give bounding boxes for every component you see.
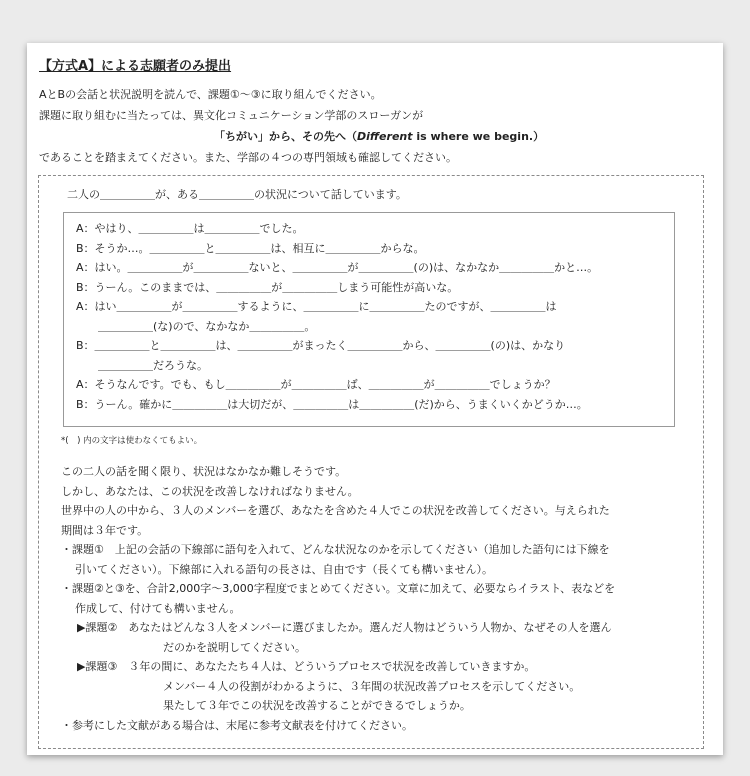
intro-line-4: であることを踏まえてください。また、学部の４つの専門領域も確認してください。 — [39, 151, 457, 164]
intro-line-1: AとBの会話と状況説明を読んで、課題①〜③に取り組んでください。 — [39, 88, 382, 101]
task-frame — [38, 175, 704, 749]
dialog-line: A：はい＿＿＿＿＿が＿＿＿＿＿するように、＿＿＿＿＿に＿＿＿＿＿たのですが、＿＿＿＿＿は — [76, 300, 557, 313]
task-2-3: ・課題②と③を、合計2,000字〜3,000字程度でまとめてください。文章に加えて、必要ならイラスト、表などを — [61, 582, 616, 595]
footnote: *( ) 内の文字は使わなくてもよい。 — [61, 436, 203, 446]
dialog-line: ＿＿＿＿＿(な)ので、なかなか＿＿＿＿＿。 — [98, 319, 316, 333]
body-line: 引いてください）。下線部に入れる語句の長さは、自由です（長くても構いません）。 — [75, 562, 493, 576]
references-note: ・参考にした文献がある場合は、末尾に参考文献表を付けてください。 — [61, 718, 413, 732]
lead-sentence: 二人の＿＿＿＿＿が、ある＿＿＿＿＿の状況について話しています。 — [67, 188, 407, 201]
slogan-en: Different — [357, 130, 413, 143]
body-line: 期間は３年です。 — [61, 523, 149, 537]
page-title: 【方式A】による志願者のみ提出 — [39, 59, 232, 74]
task-2: ▶課題② あなたはどんな３人をメンバーに選びましたか。選んだ人物はどういう人物か、なぜその人を選ん — [77, 621, 612, 634]
body-line: しかし、あなたは、この状況を改善しなければなりません。 — [61, 484, 359, 498]
body-line: 世界中の人の中から、３人のメンバーを選び、あなたを含めた４人でこの状況を改善してください。与えられた — [61, 504, 610, 517]
dialog-line: B：うーん。このままでは、＿＿＿＿＿が＿＿＿＿＿しまう可能性が高いな。 — [76, 280, 459, 294]
dialog-box — [63, 212, 675, 427]
body-line: メンバー４人の役割がわかるように、３年間の状況改善プロセスを示してください。 — [163, 679, 581, 693]
body-line: この二人の話を聞く限り、状況はなかなか難しそうです。 — [61, 465, 347, 478]
dialog-line: A：やはり、＿＿＿＿＿は＿＿＿＿＿でした。 — [76, 222, 304, 235]
dialog-line: A：はい。＿＿＿＿＿が＿＿＿＿＿ないと、＿＿＿＿＿が＿＿＿＿＿(の)は、なかなか＿＿＿＿＿かと…。 — [76, 261, 599, 274]
dialog-line: A：そうなんです。でも、もし＿＿＿＿＿が＿＿＿＿＿ば、＿＿＿＿＿が＿＿＿＿＿でしょうか？ — [76, 378, 556, 391]
slogan-post: is where we begin.） — [412, 130, 545, 143]
task-1: ・課題① 上記の会話の下線部に語句を入れて、どんな状況なのかを示してください（追加した語句には下線を — [61, 543, 610, 556]
dialog-line: B：うーん。確かに＿＿＿＿＿は大切だが、＿＿＿＿＿は＿＿＿＿＿(だ)から、うまくいくかどうか…。 — [76, 397, 588, 411]
body-line: 果たして３年でこの状況を改善することができるでしょうか。 — [163, 699, 471, 712]
dialog-line: ＿＿＿＿＿だろうな。 — [98, 358, 208, 372]
body-line: 作成して、付けても構いません。 — [75, 601, 241, 615]
body-line: だのかを説明してください。 — [163, 640, 306, 654]
task-3: ▶課題③ ３年の間に、あなたたち４人は、どういうプロセスで状況を改善していきますか。 — [77, 660, 536, 673]
intro — [39, 84, 719, 168]
document-page — [27, 43, 723, 755]
dialog-line: B：そうか…。＿＿＿＿＿と＿＿＿＿＿は、相互に＿＿＿＿＿からな。 — [76, 241, 425, 255]
dialog-line: B：＿＿＿＿＿と＿＿＿＿＿は、＿＿＿＿＿がまったく＿＿＿＿＿から、＿＿＿＿＿(の)は、かなり — [76, 339, 566, 352]
intro-line-2: 課題に取り組むに当たっては、異文化コミュニケーション学部のスローガンが — [39, 109, 424, 122]
slogan — [39, 126, 719, 147]
slogan-pre: 「ちがい」から、その先へ（ — [214, 130, 357, 143]
instructions — [61, 462, 697, 735]
